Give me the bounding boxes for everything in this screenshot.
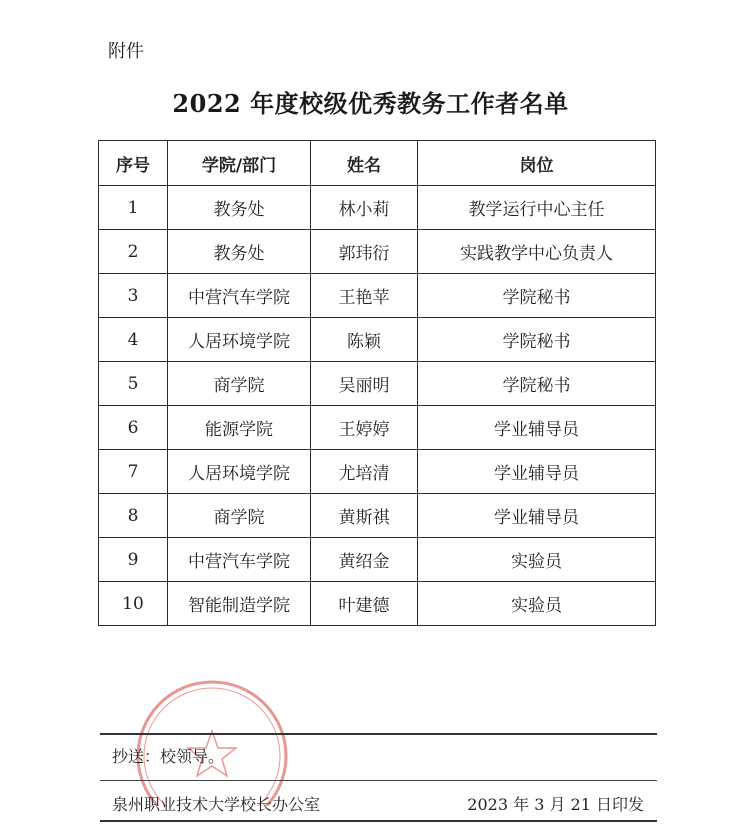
official-seal: [132, 676, 292, 806]
row-department: 商学院: [168, 494, 311, 538]
attachment-label: 附件: [108, 41, 144, 62]
cc-line: 抄送：校领导。: [112, 747, 225, 766]
row-name: 郭玮衍: [311, 230, 418, 274]
row-index: 10: [99, 582, 168, 626]
row-department: 教务处: [168, 230, 311, 274]
row-department: 商学院: [168, 362, 311, 406]
header-department: 学院/部门: [168, 141, 311, 186]
header-name: 姓名: [311, 141, 418, 186]
row-name: 陈颖: [311, 318, 418, 362]
row-name: 林小莉: [311, 186, 418, 230]
row-department: 教务处: [168, 186, 311, 230]
divider-top: [100, 733, 657, 735]
row-index: 4: [99, 318, 168, 362]
row-position: 实验员: [418, 582, 656, 626]
document-title: 2022 年度校级优秀教务工作者名单: [172, 89, 569, 118]
row-index: 5: [99, 362, 168, 406]
row-index: 3: [99, 274, 168, 318]
row-name: 吴丽明: [311, 362, 418, 406]
row-position: 学院秘书: [418, 274, 656, 318]
row-index: 9: [99, 538, 168, 582]
row-position: 实验员: [418, 538, 656, 582]
table-row: [99, 362, 656, 406]
table-row: [99, 274, 656, 318]
table-row: [99, 450, 656, 494]
row-department: 能源学院: [168, 406, 311, 450]
row-name: 叶建德: [311, 582, 418, 626]
row-position: 实践教学中心负责人: [418, 230, 656, 274]
table-row: [99, 318, 656, 362]
row-name: 王艳苹: [311, 274, 418, 318]
row-name: 黄斯祺: [311, 494, 418, 538]
issuer: 泉州职业技术大学校长办公室: [112, 795, 321, 814]
table-row: [99, 406, 656, 450]
row-department: 中营汽车学院: [168, 538, 311, 582]
row-index: 8: [99, 494, 168, 538]
divider-middle: [100, 780, 657, 781]
table-row: [99, 582, 656, 626]
table-row: [99, 186, 656, 230]
row-name: 黄绍金: [311, 538, 418, 582]
row-position: 学业辅导员: [418, 450, 656, 494]
row-position: 教学运行中心主任: [418, 186, 656, 230]
table-row: [99, 230, 656, 274]
award-list-table: [98, 140, 656, 626]
row-name: 尤培清: [311, 450, 418, 494]
header-index: 序号: [99, 141, 168, 186]
row-position: 学业辅导员: [418, 494, 656, 538]
table-header-row: [99, 141, 656, 186]
row-position: 学业辅导员: [418, 406, 656, 450]
row-department: 人居环境学院: [168, 450, 311, 494]
row-position: 学院秘书: [418, 362, 656, 406]
row-department: 人居环境学院: [168, 318, 311, 362]
row-department: 智能制造学院: [168, 582, 311, 626]
row-name: 王婷婷: [311, 406, 418, 450]
row-index: 2: [99, 230, 168, 274]
row-department: 中营汽车学院: [168, 274, 311, 318]
header-position: 岗位: [418, 141, 656, 186]
divider-bottom: [100, 820, 657, 822]
row-index: 1: [99, 186, 168, 230]
row-position: 学院秘书: [418, 318, 656, 362]
table-row: [99, 494, 656, 538]
table-row: [99, 538, 656, 582]
issue-date: 2023 年 3 月 21 日印发: [467, 795, 644, 814]
row-index: 6: [99, 406, 168, 450]
row-index: 7: [99, 450, 168, 494]
